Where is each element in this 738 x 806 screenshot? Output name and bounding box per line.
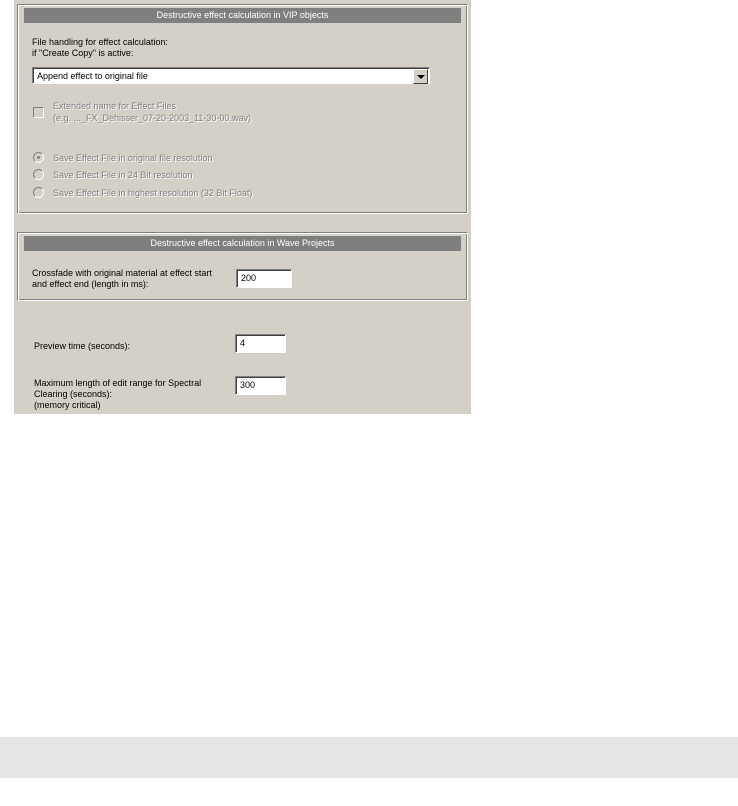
footer-bar xyxy=(0,737,738,778)
radio-24bit-resolution[interactable] xyxy=(33,169,44,180)
radio-32bit-resolution-label: Save Effect File in highest resolution (32 Bit Float) xyxy=(53,188,253,198)
crossfade-length-input[interactable]: 200 xyxy=(236,269,292,288)
radio-24bit-resolution-label: Save Effect File in 24 Bit resolution xyxy=(53,170,193,180)
radio-original-resolution[interactable] xyxy=(33,152,44,163)
spectral-clearing-label-line3: (memory critical) xyxy=(34,400,101,410)
spectral-clearing-label-line2: Clearing (seconds): xyxy=(34,389,113,399)
file-handling-selected-value: Append effect to original file xyxy=(37,71,148,81)
radio-32bit-resolution[interactable] xyxy=(33,187,44,198)
dropdown-arrow-button[interactable] xyxy=(413,69,428,84)
spectral-clearing-label-line1: Maximum length of edit range for Spectral xyxy=(34,378,202,388)
file-handling-label-line1: File handling for effect calculation: xyxy=(32,37,168,47)
preview-time-label: Preview time (seconds): xyxy=(34,341,131,351)
spectral-clearing-input[interactable]: 300 xyxy=(235,376,286,395)
file-handling-label-line2: if "Create Copy" is active: xyxy=(32,48,134,58)
chevron-down-icon xyxy=(417,75,425,79)
preview-time-input[interactable]: 4 xyxy=(235,334,286,353)
wave-projects-group-title: Destructive effect calculation in Wave Projects xyxy=(24,236,461,251)
radio-selected-dot xyxy=(37,156,40,159)
extended-name-label-line1: Extended name for Effect Files xyxy=(53,101,176,111)
vip-objects-group xyxy=(17,4,468,214)
vip-objects-group-title: Destructive effect calculation in VIP objects xyxy=(24,8,461,23)
extended-name-checkbox[interactable] xyxy=(33,107,44,118)
wave-projects-group xyxy=(17,232,468,301)
crossfade-label-line2: and effect end (length in ms): xyxy=(32,279,149,289)
settings-panel xyxy=(14,0,471,414)
radio-original-resolution-label: Save Effect File in original file resolution xyxy=(53,153,213,163)
extended-name-label-line2: (e.g. ..._FX_Dehisser_07-20-2003_11-30-00.wav) xyxy=(53,113,251,123)
crossfade-label-line1: Crossfade with original material at effect start xyxy=(32,268,212,278)
file-handling-select[interactable] xyxy=(32,67,430,84)
